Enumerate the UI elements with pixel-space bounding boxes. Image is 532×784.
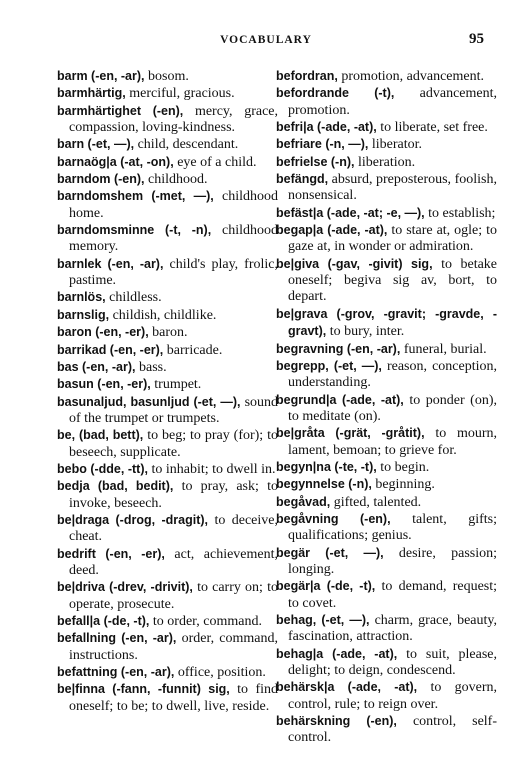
entry-headword: be|draga (-drog, -dragit), (57, 512, 209, 527)
vocabulary-entry (57, 394, 278, 428)
vocabulary-entry (57, 103, 278, 137)
vocabulary-entry (57, 427, 278, 461)
entry-headword: be|grava (-grov, -gravit; -gravde, -gravt), (276, 306, 497, 339)
entry-headword: barm (-en, -ar), (57, 69, 145, 83)
vocabulary-entry (57, 171, 278, 188)
entry-headword: be|driva (-drev, -drivit), (57, 580, 193, 595)
running-header: VOCABULARY (220, 34, 312, 46)
entry-definition: to find oneself; to be; to dwell, live, reside. (69, 682, 279, 714)
entry-headword: barmhärtighet (-en), (57, 103, 184, 118)
vocabulary-entry (276, 494, 497, 511)
entry-headword: barndomshem (-met, —), (57, 189, 214, 204)
vocabulary-entry (276, 679, 497, 713)
entry-headword: begynnelse (-n), (276, 477, 372, 492)
entry-headword: baron (-en, -er), (57, 325, 149, 340)
entry-headword: be|finna (-fann, -funnit) sig, (57, 682, 230, 697)
entry-headword: barndomsminne (-t, -n), (57, 223, 212, 238)
entry-headword: begåvad, (276, 494, 331, 509)
entry-headword: begrund|a (-ade, -at), (276, 392, 404, 407)
entry-definition: sound of the trumpet or trumpets. (69, 394, 279, 426)
vocabulary-entry (57, 546, 278, 580)
entry-headword: barnaög|a (-at, -on), (57, 154, 174, 169)
entry-definition: to suit, please, delight; to deign, condescend. (288, 646, 497, 679)
vocabulary-entry (57, 85, 278, 102)
entry-definition: to order, command. (152, 614, 262, 629)
entry-definition: baron. (152, 325, 188, 341)
vocabulary-entry (57, 289, 278, 306)
entry-definition: to carry on; to operate, prosecute. (69, 580, 278, 612)
entry-definition: bosom. (148, 69, 189, 84)
entry-headword: bedja (bad, bedit), (57, 479, 174, 494)
vocabulary-entry (276, 425, 497, 459)
entry-definition: funeral, burial. (403, 341, 487, 357)
vocabulary-entry (57, 664, 278, 681)
vocabulary-entry (276, 85, 497, 119)
vocabulary-entry (57, 136, 278, 153)
entry-definition: merciful, gracious. (129, 86, 235, 102)
vocabulary-entry (57, 512, 278, 546)
entry-headword: befri|a (-ade, -at), (276, 120, 377, 135)
vocabulary-entry (276, 612, 497, 646)
entry-definition: eye of a child. (177, 154, 257, 170)
entry-definition: to ponder (on), to meditate (on). (288, 392, 498, 424)
entry-headword: befordrande (-t), (276, 86, 395, 101)
vocabulary-entry (276, 476, 497, 493)
entry-definition: childless. (109, 290, 162, 306)
entry-definition: promotion, advancement. (341, 69, 484, 84)
vocabulary-entry (57, 681, 278, 715)
entry-headword: begyn|na (-te, -t), (276, 459, 377, 474)
vocabulary-entry (276, 578, 497, 612)
entry-definition: to beg; to pray (for); to beseech, supplicate. (69, 428, 279, 460)
entry-headword: barnslig, (57, 307, 110, 322)
entry-headword: barmhärtig, (57, 86, 126, 101)
entry-definition: beginning. (375, 477, 435, 493)
entry-definition: barricade. (166, 342, 223, 358)
entry-definition: to deceive, cheat. (69, 512, 278, 545)
entry-headword: befattning (-en, -ar), (57, 665, 175, 680)
entry-headword: be|gråta (-grät, -gråtit), (276, 426, 425, 441)
vocabulary-entry (276, 511, 497, 545)
entry-headword: befriare (-n, —), (276, 137, 369, 152)
entry-headword: befrielse (-n), (276, 154, 355, 169)
entry-definition: child's play, frolic, pastime. (69, 256, 278, 289)
entry-headword: befallning (-en, -ar), (57, 631, 177, 646)
entry-definition: child, descendant. (137, 137, 239, 153)
vocabulary-entry (276, 713, 497, 747)
right-column (276, 68, 497, 747)
entry-definition: to bury, inter. (329, 324, 405, 340)
entry-definition: to betake oneself; begiva sig av, bort, to depart. (288, 256, 498, 305)
entry-definition: childhood home. (69, 189, 278, 221)
vocabulary-entry (276, 358, 497, 392)
entry-definition: to govern, control, rule; to reign over. (288, 680, 498, 712)
entry-headword: basun (-en, -er), (57, 377, 151, 392)
vocabulary-entry (276, 306, 497, 341)
entry-definition: childish, childlike. (112, 307, 217, 323)
entry-definition: trumpet. (154, 377, 202, 393)
entry-definition: office, position. (177, 665, 266, 681)
entry-definition: talent, gifts; qualifications; genius. (288, 511, 497, 544)
entry-definition: childhood memory. (69, 223, 279, 255)
page-number: 95 (469, 31, 484, 47)
vocabulary-entry (57, 154, 278, 171)
entry-definition: bass. (139, 359, 167, 375)
vocabulary-entry (57, 188, 278, 222)
vocabulary-entry (57, 222, 278, 256)
entry-definition: absurd, preposterous, foolish, nonsensical. (288, 172, 497, 204)
entry-headword: behärskning (-en), (276, 714, 397, 729)
entry-definition: control, self-control. (288, 714, 498, 746)
entry-headword: befordran, (276, 69, 338, 83)
entry-definition: to stare at, ogle; to gaze at, in wonder or admiration. (288, 223, 497, 255)
entry-headword: begap|a (-ade, -at), (276, 223, 388, 238)
vocabulary-entry (276, 136, 497, 153)
entry-headword: barndom (-en), (57, 172, 145, 187)
entry-definition: liberator. (371, 137, 423, 153)
entry-headword: barnlek (-en, -ar), (57, 256, 164, 271)
vocabulary-entry (57, 630, 278, 664)
vocabulary-entry (276, 222, 497, 256)
entry-definition: mercy, grace, compassion, loving-kindness. (69, 103, 278, 136)
entry-headword: be, (bad, bett), (57, 428, 144, 443)
vocabulary-entry (57, 342, 278, 359)
entry-definition: advancement, promotion. (288, 86, 497, 118)
entry-headword: basunaljud, basunljud (-et, —), (57, 394, 241, 409)
entry-headword: be|giva (-gav, -givit) sig, (276, 256, 433, 271)
entry-definition: reason, conception, understanding. (288, 358, 497, 391)
vocabulary-entry (57, 613, 278, 630)
left-column (57, 68, 278, 715)
vocabulary-entry (276, 545, 497, 579)
entry-headword: bebo (-dde, -tt), (57, 461, 148, 476)
vocabulary-entry (57, 376, 278, 393)
entry-definition: to demand, request; to covet. (288, 579, 498, 611)
vocabulary-entry (276, 341, 497, 358)
entry-definition: to liberate, set free. (380, 120, 488, 136)
vocabulary-entry (57, 68, 278, 85)
vocabulary-entry (57, 359, 278, 376)
entry-definition: gifted, talented. (333, 494, 422, 510)
entry-headword: befängd, (276, 172, 329, 187)
entry-definition: to inhabit; to dwell in. (151, 461, 276, 477)
entry-headword: begär|a (-de, -t), (276, 579, 376, 594)
entry-headword: barn (-et, —), (57, 137, 135, 152)
entry-headword: barrikad (-en, -er), (57, 342, 164, 357)
entry-definition: order, command, instructions. (69, 631, 279, 663)
entry-definition: charm, grace, beauty, fascination, attraction. (288, 613, 497, 645)
entry-headword: bas (-en, -ar), (57, 359, 136, 374)
vocabulary-entry (276, 646, 497, 680)
entry-headword: begåvning (-en), (276, 511, 391, 526)
vocabulary-entry (276, 256, 497, 306)
entry-definition: to begin. (380, 459, 430, 475)
entry-headword: befall|a (-de, -t), (57, 614, 150, 628)
vocabulary-entry (276, 205, 497, 222)
vocabulary-entry (57, 324, 278, 341)
entry-definition: desire, passion; longing. (288, 545, 497, 577)
entry-headword: begravning (-en, -ar), (276, 341, 401, 356)
vocabulary-entry (276, 119, 497, 136)
entry-headword: behärsk|a (-ade, -at), (276, 680, 418, 695)
entry-headword: bedrift (-en, -er), (57, 546, 165, 561)
entry-definition: to pray, ask; to invoke, beseech. (69, 479, 278, 511)
vocabulary-entry (276, 171, 497, 205)
entry-definition: to establish; (428, 205, 496, 221)
vocabulary-entry (276, 392, 497, 426)
entry-headword: begrepp, (-et, —), (276, 358, 382, 373)
vocabulary-entry (57, 579, 278, 613)
entry-definition: to mourn, lament, bemoan; to grieve for. (288, 426, 497, 458)
entry-headword: behag, (-et, —), (276, 613, 370, 627)
vocabulary-entry (57, 461, 278, 478)
entry-headword: begär (-et, —), (276, 545, 384, 560)
entry-definition: act, achievement, deed. (69, 546, 279, 578)
entry-headword: barnlös, (57, 290, 106, 305)
vocabulary-entry (57, 478, 278, 512)
vocabulary-entry (276, 459, 497, 476)
entry-definition: liberation. (358, 154, 416, 170)
vocabulary-entry (57, 307, 278, 324)
entry-headword: befäst|a (-ade, -at; -e, —), (276, 205, 425, 220)
entry-headword: behag|a (-ade, -at), (276, 646, 398, 661)
vocabulary-entry (276, 154, 497, 171)
vocabulary-entry (276, 68, 497, 85)
vocabulary-entry (57, 256, 278, 290)
entry-definition: childhood. (148, 172, 208, 188)
